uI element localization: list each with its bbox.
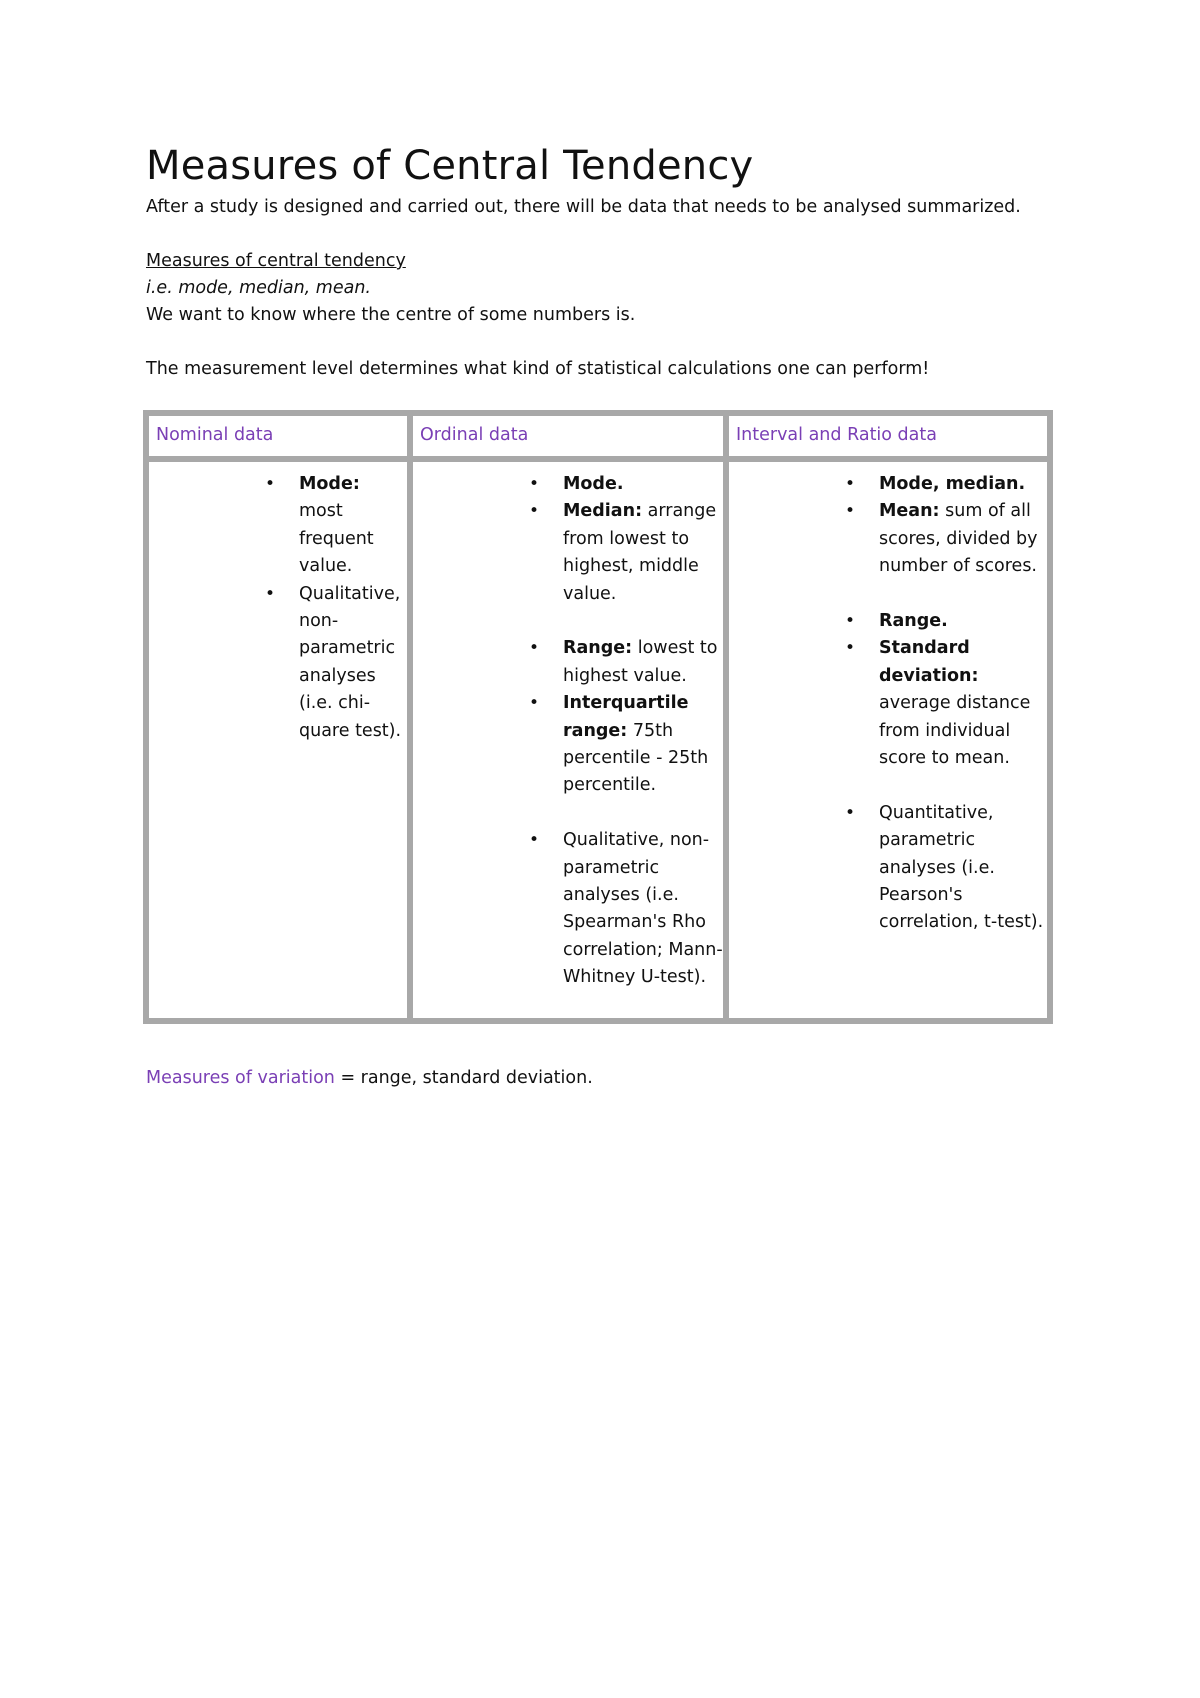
item-term: Mode, median. [879,474,1026,494]
nominal-list [265,462,407,745]
interval-ratio-cell [726,459,1050,1021]
list-item [265,471,407,581]
list-item [529,827,723,991]
list-item [845,800,1047,937]
table-body-row [146,459,1050,1021]
list-spacer [879,581,1047,608]
list-item [529,690,723,800]
list-spacer [563,608,723,635]
measurement-levels-table-wrapper [143,410,1053,1024]
interval-list [845,462,1047,937]
ordinal-list [529,462,723,992]
bullet-icon: • [529,693,540,714]
header-nominal [146,413,410,459]
item-text: most frequent value. [299,501,374,577]
table-header-row [146,413,1050,459]
list-item [529,635,723,690]
list-spacer [563,800,723,827]
examples-line: i.e. mode, median, mean. [146,278,371,298]
variation-text: = range, standard deviation. [334,1067,593,1088]
list-item [265,581,407,745]
measurement-levels-table [143,410,1053,1024]
header-label: Nominal data [156,425,274,446]
bullet-icon: • [845,611,856,632]
item-term: Interquartile range: [563,693,689,741]
bullet-icon: • [845,802,856,823]
central-tendency-section [146,248,1066,329]
list-item [845,498,1047,580]
header-label: Interval and Ratio data [736,425,937,446]
bullet-icon: • [265,474,276,494]
bullet-icon: • [529,638,540,659]
item-term: Mean: [879,501,940,522]
bullet-icon: • [845,474,856,494]
ordinal-cell [410,459,726,1021]
item-text: 75th percentile - 25th percentile. [563,720,709,796]
bullet-icon: • [845,501,856,522]
page-title: Measures of Central Tendency [146,143,754,189]
section-subheading: Measures of central tendency [146,251,406,271]
item-text: average distance from individual score to mean. [879,693,1031,769]
list-item [845,471,1047,498]
header-ordinal [410,413,726,459]
variation-label: Measures of variation [146,1067,335,1088]
item-text: arrange from lowest to highest, middle value. [563,501,717,604]
item-term: Standard deviation: [879,638,979,686]
header-interval-ratio [726,413,1050,459]
centre-description: We want to know where the centre of some numbers is. [146,305,636,325]
item-text: lowest to highest value. [563,638,718,686]
intro-paragraph: After a study is designed and carried out, there will be data that needs to be analysed summarized. [146,197,1021,217]
list-spacer [879,772,1047,799]
nominal-cell [146,459,410,1021]
item-text: Qualitative, non-parametric analyses (i.e. Spearman's Rho correlation; Mann-Whitney U-test). [563,830,723,988]
list-item [529,498,723,608]
item-term: Range. [879,611,948,632]
item-term: Mode: [299,474,360,494]
item-text: Quantitative, parametric analyses (i.e. Pearson's correlation, t-test). [879,802,1044,933]
list-item [529,471,723,498]
bullet-icon: • [529,474,540,494]
header-label: Ordinal data [420,425,529,446]
bullet-icon: • [845,638,856,659]
item-term: Range: [563,638,633,659]
item-term: Median: [563,501,643,522]
item-term: Qualitative, [299,583,401,604]
item-term: Mode. [563,474,624,494]
item-text: sum of all scores, divided by number of scores. [879,501,1038,577]
document-body [146,138,1066,383]
variation-line [146,1065,593,1092]
bullet-icon: • [529,501,540,522]
bullet-icon: • [529,830,540,851]
list-item [845,635,1047,772]
measurement-note: The measurement level determines what kind of statistical calculations one can perform! [146,359,930,379]
list-item [845,608,1047,635]
bullet-icon: • [265,583,276,604]
item-text: non-parametric analyses (i.e. chi-quare test). [299,611,402,741]
